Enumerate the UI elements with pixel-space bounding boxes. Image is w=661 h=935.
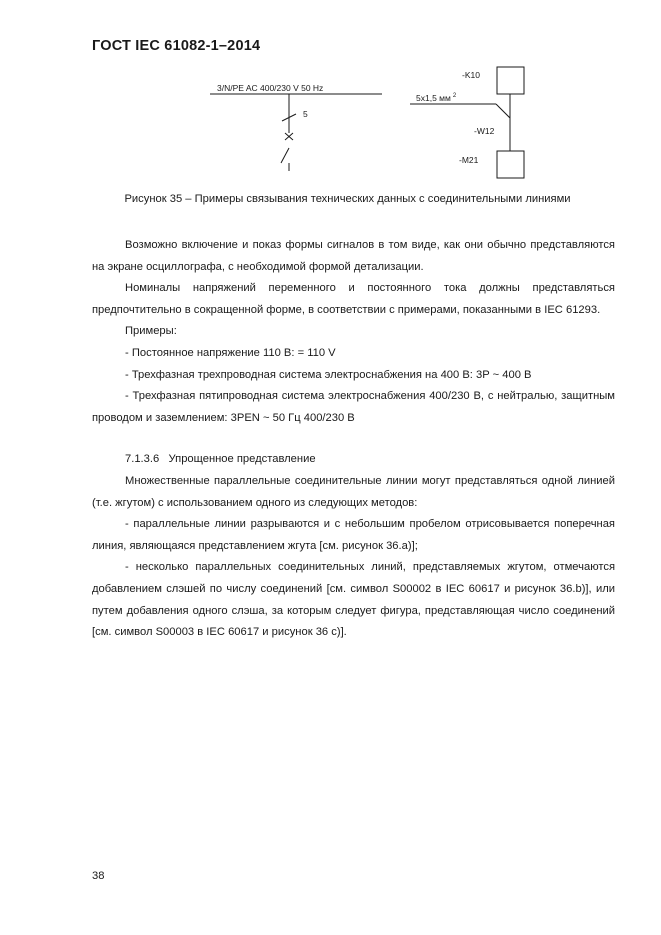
- cable-leader-diagonal: [496, 104, 510, 118]
- section-title: Упрощенное представление: [168, 453, 316, 466]
- paragraph: Множественные параллельные соединительные линии могут представляться одной линией (т.е. жгутом) с использованием одного из следующих методов:: [92, 474, 615, 509]
- document-header: ГОСТ IEC 61082-1–2014: [92, 38, 261, 54]
- switch-contact: [281, 148, 289, 163]
- figure-caption: Рисунок 35 – Примеры связывания технических данных с соединительными линиями: [124, 193, 571, 205]
- section-gap: [92, 429, 615, 449]
- conductor-count: 5: [303, 109, 308, 119]
- example-item: - Трехфазная пятипроводная система электроснабжения 400/230 В, с нейтралью, защитным проводом и заземлением: 3PEN ~ 50 Гц 400/230 В: [92, 390, 615, 424]
- bus-label: 3/N/PE AC 400/230 V 50 Hz: [217, 83, 324, 93]
- page-number: 38: [92, 870, 105, 882]
- list-item: - параллельные линии разрываются и с небольшим пробелом отрисовывается поперечная линия, являющаяся представлением жгута [см. рисунок 36.а)];: [92, 518, 615, 552]
- figure-35: [0, 0, 661, 200]
- device-box-k10: [497, 67, 524, 94]
- cable-id: -W12: [474, 126, 495, 136]
- list-item: - несколько параллельных соединительных линий, представляемых жгутом, отмечаются добавлением слэшей по числу соединений [см. символ S00002 в IEC 60617 и рисунок 36.b)], или путем добавления одного слэша, за которым следует фигура, представляющая число соединений [см. символ S00003 в IEC 60617 и рисунок 36 c)].: [92, 561, 615, 639]
- cable-spec: 5x1,5 мм $^2$: [416, 93, 457, 103]
- device-label-m21: -M21: [459, 155, 479, 165]
- example-item: - Трехфазная трехпроводная система электроснабжения на 400 В: 3P ~ 400 В: [125, 368, 532, 381]
- figure-35-drawing: [0, 0, 661, 200]
- device-label-k10: -K10: [462, 70, 480, 80]
- section-heading: [92, 449, 615, 471]
- paragraph: Номиналы напряжений переменного и постоянного тока должны представляться предпочтительно в сокращенной форме, в соответствии с примерами, показанными в IEC 61293.: [92, 282, 615, 316]
- paragraph: Примеры:: [125, 325, 177, 338]
- device-box-m21: [497, 151, 524, 178]
- section-number: 7.1.3.6: [125, 453, 160, 466]
- document-body: [92, 235, 615, 644]
- paragraph: Возможно включение и показ формы сигналов в том виде, как они обычно представляются на экране осциллографа, с необходимой формой детализации.: [92, 239, 615, 273]
- example-item: - Постоянное напряжение 110 В: = 110 V: [125, 346, 336, 359]
